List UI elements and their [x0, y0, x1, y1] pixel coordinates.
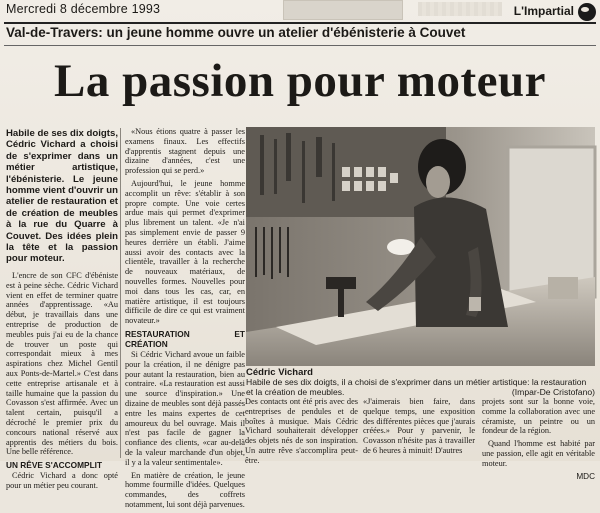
article-lead: Habile de ses dix doigts, Cédric Vichard a choisi de s'exprimer dans un métier artistique, l'ébénisterie. Le jeune homme vient d'ouvrir un atelier de restauration et de création de meubles à la rue du Quarre à Couvet. Des idées plein la tête et la passion pour moteur.	[6, 128, 118, 265]
text-column-1	[6, 271, 118, 494]
photo-woodworker	[246, 127, 595, 366]
paragraph: Si Cédric Vichard avoue un faible pour la création, il ne dénigre pas pour autant la restauration, bien au contraire. «La restauration est aussi une source d'inspiration.» Une dizaine de meubles sont déjà passés entre les mains expertes de cet amoureux du bel ouvrage. Mais il n'est pas facile de gagner la confiance des clients, «car au-delà de la valeur marchande d'un objet, il y a la valeur sentimentale».	[125, 349, 245, 467]
issue-date: Mercredi 8 décembre 1993	[6, 2, 161, 16]
photo-caption-name: Cédric Vichard	[246, 367, 313, 378]
article-photo	[246, 127, 595, 366]
paragraph: Quand l'homme est habité par une passion, elle agit en véritable moteur.	[482, 439, 595, 468]
text-column-2	[125, 127, 245, 513]
paragraph: Des contacts ont été pris avec des entreprises de pendules et de boîtes à musique. Mais Cédric Vichard souhaiterait développer des objets nés de son inspiration. Un autre rêve s'accomplira peut-être.	[245, 397, 358, 465]
header-rule	[4, 22, 596, 24]
paragraph: «Nous étions quatre à passer les examens finaux. Les effectifs d'apprentis stagnent depuis une dizaine d'années, c'est une profession qui se perd.»	[125, 127, 245, 176]
bleed-through-text	[418, 2, 502, 16]
text-column-3	[245, 397, 358, 469]
paragraph: projets sont sur la bonne voie, comme la collaboration avec une céramiste, un peintre ou un fondeur de la région.	[482, 397, 595, 436]
text-column-5	[482, 397, 595, 481]
article-headline: La passion pour moteur	[54, 55, 546, 107]
subheading: UN RÊVE S'ACCOMPLIT	[6, 460, 103, 471]
paragraph: «J'aimerais bien faire, dans quelque temps, une exposition des différentes pièces que j'aurais créées.» Pour y parvenir, le Covasson n'hésite pas à travailler de 6 heures à minuit! D'autres	[363, 397, 475, 455]
author-signature: MDC	[576, 471, 595, 481]
photo-caption	[246, 378, 595, 398]
article-kicker: Val-de-Travers: un jeune homme ouvre un atelier d'ébénisterie à Couvet	[6, 25, 466, 40]
paragraph: Aujourd'hui, le jeune homme accomplit un rêve: s'établir à son propre compte. Une voie certes ardue mais qui permet d'exprimer plus librement un talent. «Je n'ai pas simplement envie de passer 9 heures derrière un établi. J'aime aussi avoir des contacts avec la clientèle, travailler à la recherche de nouveaux matériaux, de nouvelles formes. Nouvelles pour moi dans tous les cas, car, en matière artistique, il est toujours difficile de dire ce qui est vraiment novateur.»	[125, 178, 245, 326]
newspaper-logo-icon	[578, 3, 596, 21]
paragraph: En matière de création, le jeune homme fourmille d'idées. Quelques commandes, des coffrets notamment, lui sont déjà parvenues.	[125, 470, 245, 509]
binder-tab	[283, 0, 403, 20]
paragraph: L'encre de son CFC d'ébéniste est à peine sèche. Cédric Vichard vient en effet de terminer quatre années d'apprentissage. «Au début, je travaillais dans une entreprise de production de meubles puis j'ai eu de la chance de trouver un poste qui correspondait mieux à mes aspirations chez Michel Gentil aux Ponts-de-Martel.» C'est dans cette entreprise artisanale et à taille humaine que la passion du Covasson s'est affirmée. Avec un talent certain, puisqu'il a décroché le premier prix du concours national réservé aux apprentis des métiers du bois. Une belle référence.	[6, 271, 118, 457]
newspaper-name: L'Impartial	[513, 4, 574, 18]
text-column-4	[363, 397, 475, 459]
photo-credit: (Impar-De Cristofano)	[511, 386, 595, 397]
column-rule	[120, 128, 121, 458]
photo-caption-text: Habile de ses dix doigts, il a choisi de s'exprimer dans un métier artistique: la restauration et la création de meubles.	[246, 377, 587, 397]
subheading: RESTAURATION ET CRÉATION	[125, 328, 245, 349]
paragraph: Cédric Vichard a donc opté pour un métier peu courant.	[6, 471, 118, 490]
kicker-rule	[4, 45, 596, 46]
